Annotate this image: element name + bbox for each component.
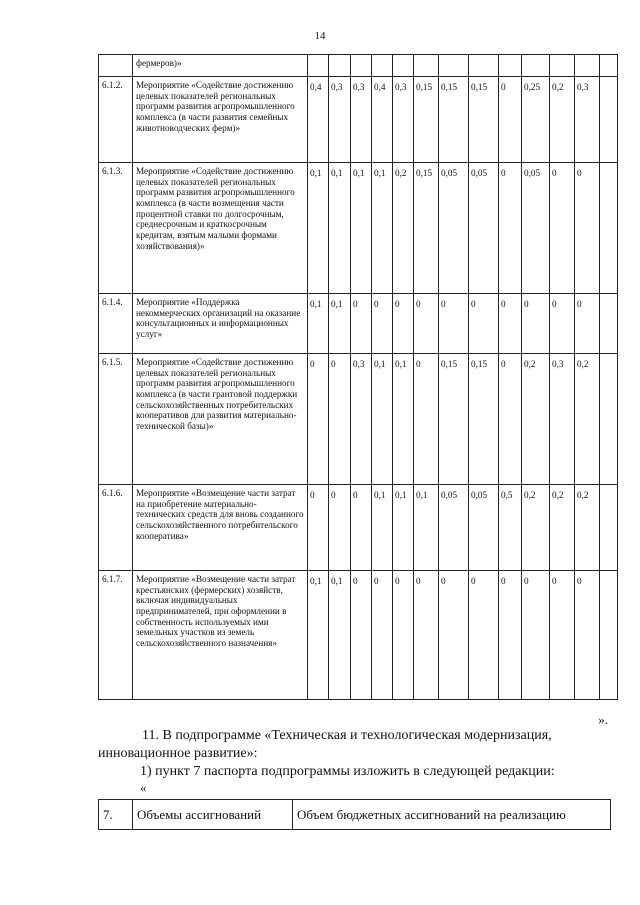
value-cell: 0,3 [550,354,575,485]
row-number: 6.1.3. [99,163,133,294]
value-cell: 0,3 [329,77,351,163]
value-cell: 0 [575,294,600,354]
value-cell: 0,2 [550,485,575,571]
value-cell: 0,1 [329,571,351,700]
row-description: Мероприятие «Содействие достижению целевых показателей региональных программ развития агропромышленного комплекса (в части возмещения части процентной ставки по долгосрочным, среднесрочным и краткосрочным кредитам, взятым малыми формами хозяйствования)» [133,163,308,294]
value-cell: 0,15 [414,77,439,163]
row-description: Мероприятие «Поддержка некоммерческих организаций на оказание консультационных и информационных услуг» [133,294,308,354]
paragraph-1: 1) пункт 7 паспорта подпрограммы изложить в следующей редакции: [140,764,555,779]
value-cell: 0 [351,485,372,571]
value-cell: 0 [351,294,372,354]
value-cell: 0 [575,163,600,294]
row-number [99,55,133,77]
value-cell: 0,1 [393,485,414,571]
value-cell: 0,1 [308,163,329,294]
value-cell: 0,05 [469,163,499,294]
value-cell: 0,1 [372,163,393,294]
value-cell [600,294,618,354]
page-number: 14 [314,30,326,42]
value-cell: 0 [414,354,439,485]
passport-row-text: Объем бюджетных ассигнований на реализацию [293,800,611,830]
value-cell: 0,5 [499,485,522,571]
value-cell: 0 [499,571,522,700]
value-cell: 0 [308,485,329,571]
value-cell: 0,15 [439,77,469,163]
value-cell: 0 [550,571,575,700]
value-cell: 0,15 [439,354,469,485]
value-cell: 0,1 [329,163,351,294]
row-number: 6.1.2. [99,77,133,163]
value-cell: 0 [522,571,550,700]
opening-quote: « [140,780,147,795]
value-cell: 0,15 [469,77,499,163]
value-cell: 0 [329,354,351,485]
table-row [99,485,618,571]
value-cell: 0 [499,77,522,163]
closing-quote: ». [598,712,608,727]
row-description: фермеров)» [133,55,308,77]
value-cell [439,55,469,77]
value-cell: 0,3 [351,354,372,485]
value-cell: 0 [372,294,393,354]
row-number: 6.1.6. [99,485,133,571]
value-cell [351,55,372,77]
value-cell: 0,2 [550,77,575,163]
value-cell [600,485,618,571]
value-cell: 0,1 [414,485,439,571]
value-cell: 0,2 [393,163,414,294]
value-cell: 0 [469,571,499,700]
value-cell [393,55,414,77]
value-cell: 0 [414,571,439,700]
table-row [99,354,618,485]
value-cell [372,55,393,77]
row-description: Мероприятие «Содействие достижению целевых показателей региональных программ развития агропромышленного комплекса (в части грантовой поддержки сельскохозяйственных потребительских кооперативов для развития материально-технической базы)» [133,354,308,485]
value-cell: 0 [414,294,439,354]
value-cell [308,55,329,77]
measures-table [98,54,618,700]
value-cell: 0,4 [372,77,393,163]
value-cell: 0,1 [308,294,329,354]
value-cell: 0,05 [439,485,469,571]
value-cell: 0 [499,294,522,354]
value-cell [575,55,600,77]
value-cell: 0,4 [308,77,329,163]
value-cell [550,55,575,77]
passport-row-num: 7. [99,800,133,830]
value-cell: 0 [439,294,469,354]
value-cell: 0,1 [329,294,351,354]
passport-table [98,799,611,830]
value-cell [600,55,618,77]
value-cell: 0 [439,571,469,700]
value-cell: 0,2 [522,485,550,571]
value-cell: 0 [393,571,414,700]
value-cell: 0,05 [522,163,550,294]
row-number: 6.1.5. [99,354,133,485]
value-cell [600,354,618,485]
value-cell [329,55,351,77]
paragraph-11: 11. В подпрограмме «Техническая и технологическая модернизация, инновационное развитие»: [98,728,552,761]
value-cell: 0 [499,163,522,294]
value-cell [499,55,522,77]
value-cell: 0,15 [414,163,439,294]
table-row [99,571,618,700]
table-row [99,294,618,354]
row-description: Мероприятие «Возмещение части затрат на приобретение материально-технических средств для вновь созданного сельскохозяйственного потребительского кооператива» [133,485,308,571]
value-cell: 0,3 [575,77,600,163]
value-cell [600,571,618,700]
value-cell: 0 [393,294,414,354]
passport-row-label: Объемы ассигнований [133,800,293,830]
value-cell: 0 [469,294,499,354]
table-row [99,77,618,163]
value-cell: 0 [329,485,351,571]
value-cell: 0,2 [575,485,600,571]
value-cell [522,55,550,77]
value-cell: 0,05 [469,485,499,571]
passport-row [99,800,611,830]
value-cell [469,55,499,77]
value-cell: 0,3 [393,77,414,163]
value-cell: 0 [550,294,575,354]
value-cell [600,77,618,163]
value-cell: 0 [372,571,393,700]
value-cell: 0,1 [351,163,372,294]
row-description: Мероприятие «Возмещение части затрат крестьянских (фермерских) хозяйств, включая индивидуальных предпринимателей, при оформлении в собственность используемых ими земельных участков из земель сельскохозяйственного назначения» [133,571,308,700]
value-cell: 0,1 [372,354,393,485]
value-cell: 0,15 [469,354,499,485]
value-cell: 0 [308,354,329,485]
value-cell: 0,05 [439,163,469,294]
value-cell: 0,3 [351,77,372,163]
value-cell: 0,1 [372,485,393,571]
row-number: 6.1.7. [99,571,133,700]
value-cell: 0,25 [522,77,550,163]
value-cell: 0 [550,163,575,294]
table-row [99,55,618,77]
value-cell: 0,1 [308,571,329,700]
value-cell [600,163,618,294]
value-cell: 0 [499,354,522,485]
table-row [99,163,618,294]
value-cell: 0 [351,571,372,700]
value-cell: 0 [575,571,600,700]
value-cell: 0,2 [575,354,600,485]
row-description: Мероприятие «Содействие достижению целевых показателей региональных программ развития агропромышленного комплекса (в части развития семейных животноводческих ферм)» [133,77,308,163]
value-cell: 0,1 [393,354,414,485]
value-cell [414,55,439,77]
row-number: 6.1.4. [99,294,133,354]
value-cell: 0 [522,294,550,354]
value-cell: 0,2 [522,354,550,485]
